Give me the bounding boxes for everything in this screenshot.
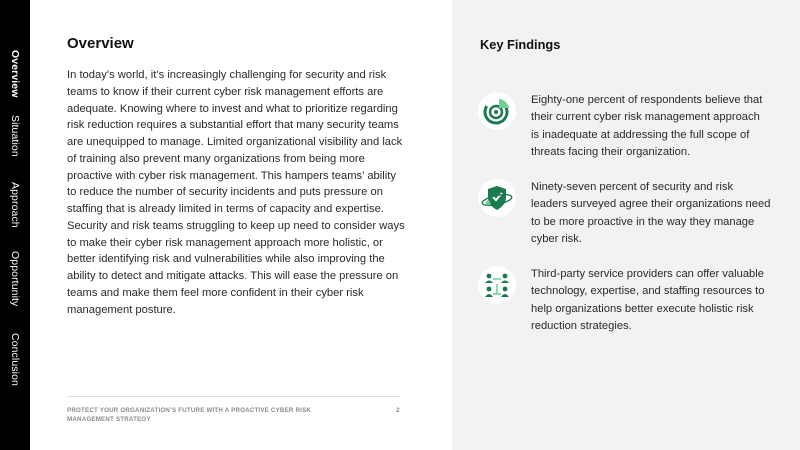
sidebar-item-label: Opportunity xyxy=(9,251,21,307)
finding-text: Eighty-one percent of respondents believe that their current cyber risk management approach is inadequate at addressing the full scope of threats facing their organization. xyxy=(531,94,763,158)
key-findings-title: Key Findings xyxy=(480,37,561,52)
sidebar-item-label: Overview xyxy=(9,50,21,98)
footer-divider xyxy=(67,396,400,397)
page-title: Overview xyxy=(67,35,134,52)
page-number: 2 xyxy=(396,407,400,414)
shield-orbit-icon xyxy=(478,179,516,217)
sidebar-item-opportunity[interactable] xyxy=(6,251,24,306)
sidebar-item-label: Situation xyxy=(9,115,21,157)
sidebar-item-overview[interactable] xyxy=(6,50,24,98)
sidebar-item-label: Approach xyxy=(9,182,21,228)
pie-chart-target-icon xyxy=(478,92,516,130)
footer-title: PROTECT YOUR ORGANIZATION’S FUTURE WITH A PROACTIVE CYBER RISK MANAGEMENT STRATEGY xyxy=(67,407,312,423)
finding-text: Ninety-seven percent of security and risk leaders surveyed agree their organizations need to be more proactive in the way they manage cyber risk. xyxy=(531,181,771,245)
sidebar-item-situation[interactable] xyxy=(6,115,24,157)
sidebar-item-conclusion[interactable] xyxy=(6,333,24,386)
finding-text: Third-party service providers can offer valuable technology, expertise, and staffing resources to help organizations better execute holistic risk reduction strategies. xyxy=(531,268,765,332)
body-paragraph: In today’s world, it’s increasingly challenging for security and risk teams to know if their current cyber risk management efforts are adequate. Knowing where to invest and what to prioritize regarding risk reduction requires a substantial effort that many security teams are unequipped to manage. Limited organizational visibility and lack of training also prevent many organizations from being more proactive with cyber risk management. This hampers teams’ ability to reduce the number of security incidents and puts pressure on staffing that is already limited in terms of capacity and expertise. Security and risk teams struggling to keep up need to consider ways to make their cyber risk management approach more holistic, or better identifying risk and vulnerabilities while also improving the ability to detect and mitigate attacks. This will ease the pressure on teams and make them feel more confident in their cyber risk management posture. xyxy=(67,69,405,316)
sidebar-nav xyxy=(0,0,30,450)
team-network-icon xyxy=(478,266,516,304)
sidebar-item-approach[interactable] xyxy=(6,182,24,228)
key-findings-panel xyxy=(452,0,800,450)
sidebar-item-label: Conclusion xyxy=(9,333,21,386)
main-content xyxy=(30,0,452,450)
